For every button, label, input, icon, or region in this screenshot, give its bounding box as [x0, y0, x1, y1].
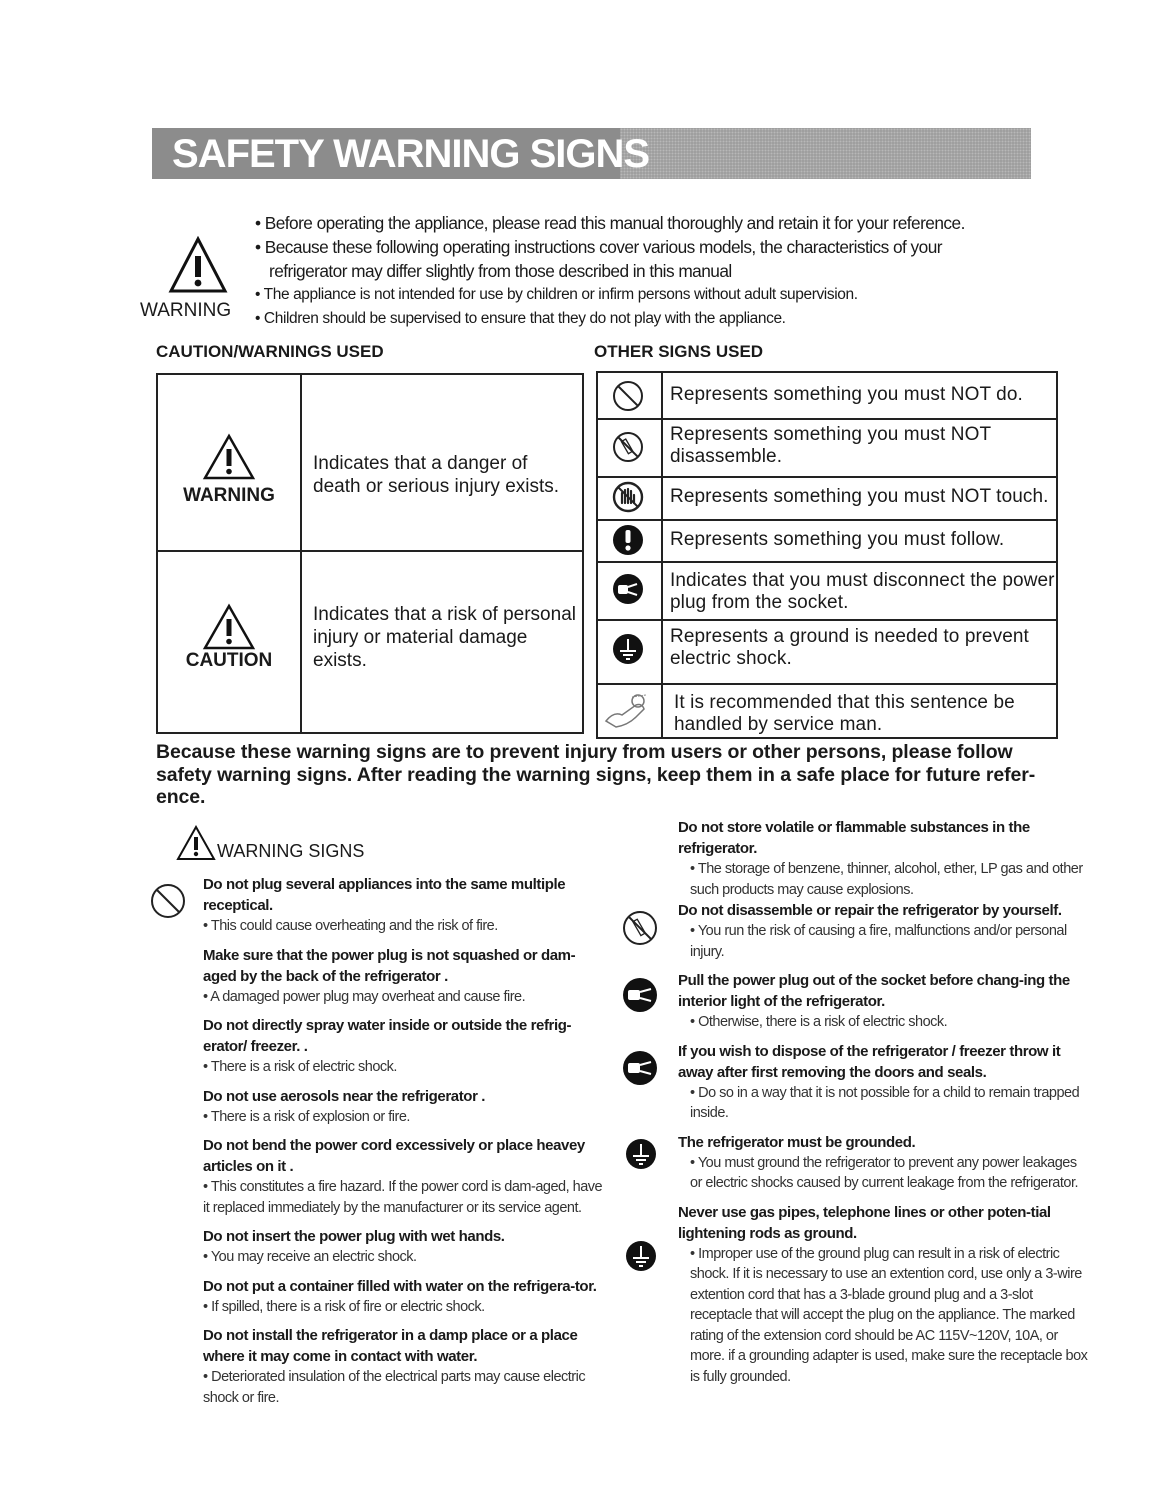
warning-heading: Do not use aerosols near the refrigerator .: [203, 1087, 486, 1105]
unplug-icon: [622, 977, 658, 1013]
warning-detail: • If spilled, there is a risk of fire or electric shock.: [203, 1298, 485, 1315]
caution-warnings-table: [156, 373, 584, 734]
warning-heading: Do not insert the power plug with wet hands.: [203, 1228, 505, 1245]
sign-description: Represents something you must NOT touch.: [670, 486, 1049, 507]
notice-paragraph: Because these warning signs are to prevent injury from users or other persons, please follow safety warning signs. After reading the warning signs, keep them in a safe place for future refer-ence.: [156, 741, 1036, 808]
warning-heading: The refrigerator must be grounded.: [678, 1133, 916, 1151]
warning-heading: Do not directly spray water inside or outside the refrig-erator/ freezer. .: [203, 1017, 572, 1055]
unplug-icon: [612, 573, 644, 605]
warning-heading: Do not plug several appliances into the same multiple receptical.: [203, 876, 566, 914]
table-divider: [300, 375, 302, 732]
table-divider: [158, 550, 582, 552]
table-divider: [598, 519, 1056, 521]
sign-description: Represents something you must NOT disassemble.: [670, 424, 991, 467]
warning-detail: • Otherwise, there is a risk of electric shock.: [690, 1014, 948, 1030]
caution-warnings-heading: CAUTION/WARNINGS USED: [156, 342, 384, 361]
warning-detail: • There is a risk of explosion or fire.: [203, 1108, 410, 1125]
warning-heading: If you wish to dispose of the refrigerator / freezer throw it away after first removing the doors and seals.: [678, 1042, 1061, 1081]
no-disassemble-icon: [612, 431, 644, 463]
warning-detail: • There is a risk of electric shock.: [203, 1059, 397, 1075]
warning-signs-right-column: [678, 817, 1088, 1387]
warning-heading: Do not put a container filled with water on the refrigera-tor.: [203, 1277, 597, 1295]
warning-signs-title: WARNING SIGNS: [217, 841, 365, 861]
warning-detail: • Do so in a way that it is not possible for a child to remain trapped inside.: [690, 1084, 1080, 1121]
table-divider: [598, 561, 1056, 563]
intro-bullet: • The appliance is not intended for use by children or infirm persons without adult supervision.: [255, 286, 858, 304]
warning-description: Indicates that a danger of death or serious injury exists.: [313, 453, 560, 497]
no-touch-icon: [612, 481, 644, 513]
warning-heading: Never use gas pipes, telephone lines or other poten-tial lightening rods as ground.: [678, 1203, 1051, 1242]
other-signs-heading: OTHER SIGNS USED: [594, 342, 764, 361]
warning-triangle-icon: [176, 825, 216, 861]
caution-triangle-icon: [202, 603, 256, 651]
warning-icon-label: WARNING: [140, 300, 232, 321]
table-divider: [598, 683, 1056, 685]
warning-heading: Make sure that the power plug is not squashed or dam-aged by the back of the refrigerator .: [203, 946, 576, 985]
intro-bullet: • Because these following operating instructions cover various models, the characteristics of your: [255, 236, 942, 257]
warning-signs-left-column: [203, 874, 603, 1408]
other-signs-table: [596, 371, 1058, 739]
warning-detail: • Deteriorated insulation of the electrical parts may cause electric shock or fire.: [203, 1369, 586, 1406]
warning-detail: • A damaged power plug may overheat and cause fire.: [203, 988, 526, 1005]
sign-description: Indicates that you must disconnect the power plug from the socket.: [670, 570, 1055, 613]
prohibited-icon: [150, 883, 186, 919]
warning-heading: Do not bend the power cord excessively or place heavey articles on it .: [203, 1137, 585, 1175]
sign-description: Represents a ground is needed to prevent electric shock.: [670, 626, 1029, 669]
prohibited-icon: [612, 380, 644, 412]
page-title: SAFETY WARNING SIGNS: [172, 132, 650, 176]
table-divider: [598, 476, 1056, 478]
sign-description: Represents something you must NOT do.: [670, 384, 1023, 405]
warning-detail: • You must ground the refrigerator to prevent any power leakages or electric shocks caused by current leakage from the refrigerator.: [690, 1154, 1078, 1191]
table-divider: [598, 619, 1056, 621]
must-follow-icon: [612, 524, 644, 556]
intro-bullet: • Children should be supervised to ensure that they do not play with the appliance.: [255, 310, 786, 328]
warning-detail: • You run the risk of causing a fire, malfunctions and/or personal injury.: [690, 923, 1067, 960]
warning-heading: Pull the power plug out of the socket before chang-ing the interior light of the refrigerator.: [678, 972, 1070, 1010]
caution-description: Indicates that a risk of personal injury or material damage exists.: [313, 604, 576, 671]
warning-detail: • This constitutes a fire hazard. If the power cord is dam-aged, have it replaced immediately by the manufacturer or its service agent.: [203, 1179, 603, 1216]
warning-detail: • The storage of benzene, thinner, alcohol, ether, LP gas and other such products may cause explosions.: [690, 861, 1083, 898]
intro-bullet: • Before operating the appliance, please read this manual thoroughly and retain it for your reference.: [255, 213, 965, 233]
sign-description: It is recommended that this sentence be handled by service man.: [674, 692, 1015, 735]
sign-description: Represents something you must follow.: [670, 529, 1005, 550]
table-divider: [598, 418, 1056, 420]
intro-bullet-continuation: refrigerator may differ slightly from those described in this manual: [269, 260, 732, 281]
ground-icon: [625, 1240, 657, 1272]
ground-icon: [625, 1138, 657, 1170]
service-man-icon: [602, 691, 654, 733]
warning-label: WARNING: [183, 485, 275, 506]
warning-detail: • You may receive an electric shock.: [203, 1249, 417, 1265]
caution-label: CAUTION: [185, 650, 273, 671]
warning-triangle-icon: [202, 433, 256, 481]
no-disassemble-icon: [622, 910, 658, 946]
warning-heading: Do not store volatile or flammable substances in the refrigerator.: [678, 819, 1030, 857]
warning-detail: • This could cause overheating and the risk of fire.: [203, 918, 498, 934]
warning-heading: Do not disassemble or repair the refrigerator by yourself.: [678, 902, 1062, 919]
intro-bullet-list: [255, 212, 1055, 331]
warning-triangle-icon: [168, 236, 228, 294]
warning-detail: • Improper use of the ground plug can result in a risk of electric shock. If it is necessary to use an extention cord, use only a 3-wire extention cord that has a 3-blade ground plug and a 3-slot receptacle that will accept the plug on the appliance. The marked rating of the extension cord should be AC 115V~120V, 10A, or more. if a grounding adapter is used, make sure the receptacle box is fully grounded.: [690, 1245, 1088, 1385]
unplug-icon: [622, 1050, 658, 1086]
ground-icon: [612, 633, 644, 665]
warning-heading: Do not install the refrigerator in a damp place or a place where it may come in contact with water.: [203, 1327, 578, 1365]
